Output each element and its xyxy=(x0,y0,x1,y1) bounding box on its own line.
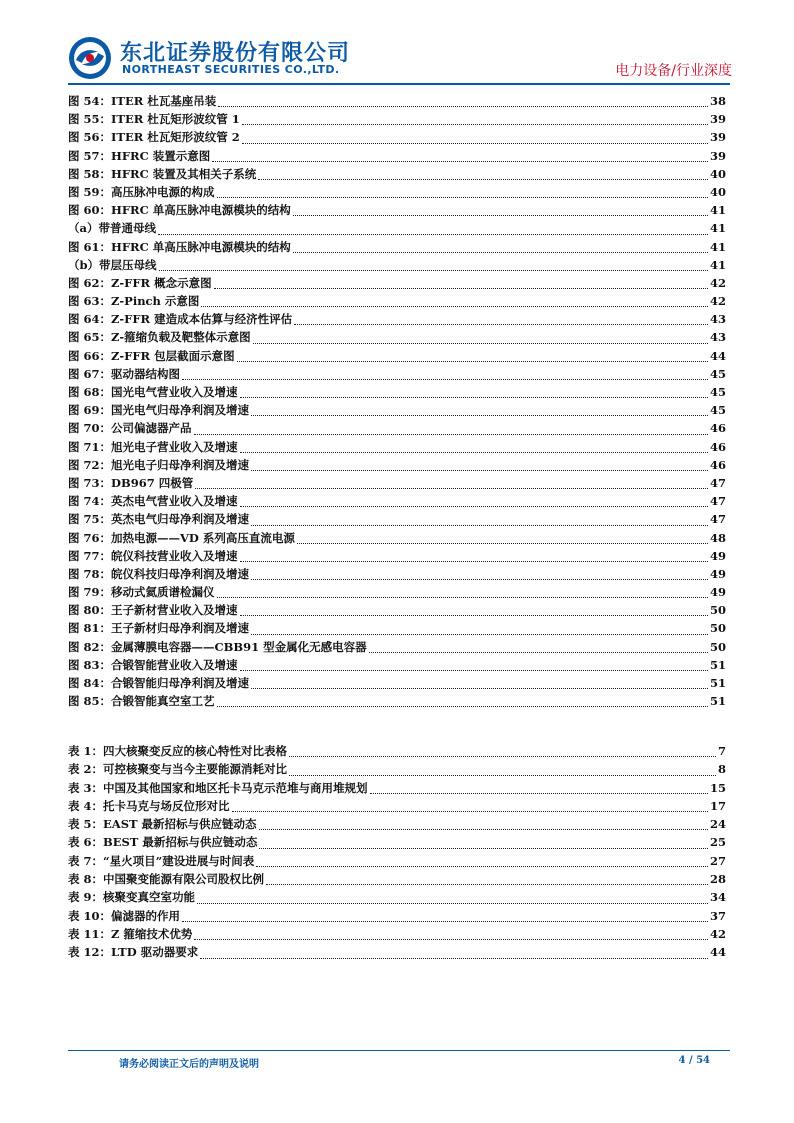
table-entry-label: 表 7：“星火项目”建设进展与时间表 xyxy=(68,853,255,868)
figure-entry-page: 50 xyxy=(709,639,726,654)
figure-entry[interactable] xyxy=(68,293,726,311)
table-entry[interactable] xyxy=(68,834,726,852)
figure-entry-label: 图 76：加热电源——VD 系列高压直流电源 xyxy=(68,530,295,545)
figure-entry-label: 图 81：王子新材归母净利润及增速 xyxy=(68,621,250,636)
table-entry[interactable] xyxy=(68,780,726,798)
figure-entry-label: 图 65：Z-箍缩负载及靶整体示意图 xyxy=(68,330,251,345)
figure-entry-page: 49 xyxy=(709,548,726,563)
table-entry-label: 表 12：LTD 驱动器要求 xyxy=(68,945,199,960)
figure-entry-page: 42 xyxy=(709,294,726,309)
table-entry[interactable] xyxy=(68,761,726,779)
dot-leader xyxy=(214,287,708,289)
dot-leader xyxy=(237,360,708,362)
figure-entry-label: 图 77：皖仪科技营业收入及增速 xyxy=(68,548,238,563)
dot-leader xyxy=(253,342,708,344)
table-entry-page: 7 xyxy=(717,744,726,758)
figure-entry[interactable] xyxy=(68,493,726,511)
dot-leader xyxy=(251,469,708,471)
table-entry-page: 24 xyxy=(709,817,726,832)
figure-entry-page: 47 xyxy=(709,494,726,509)
table-entry[interactable] xyxy=(68,816,726,834)
figure-entry-label: 图 59：高压脉冲电源的构成 xyxy=(68,184,215,199)
dot-leader xyxy=(289,755,716,757)
figure-entry[interactable] xyxy=(68,675,726,693)
dot-leader xyxy=(218,105,708,107)
dot-leader xyxy=(240,614,708,616)
figure-entry-page: 50 xyxy=(709,603,726,618)
table-entry-page: 8 xyxy=(717,762,726,777)
figure-entry-label: 图 80：王子新材营业收入及增速 xyxy=(68,603,238,618)
table-entry-label: 表 9：核聚变真空室功能 xyxy=(68,890,196,905)
figure-entry[interactable] xyxy=(68,257,726,275)
table-entry-page: 15 xyxy=(709,780,726,795)
dot-leader xyxy=(201,305,708,307)
dot-leader xyxy=(158,233,708,235)
dot-leader xyxy=(197,902,708,904)
figure-entry-page: 48 xyxy=(709,530,726,545)
dot-leader xyxy=(369,651,708,653)
figure-entry[interactable] xyxy=(68,657,726,675)
figure-entry-label: 图 66：Z-FFR 包层截面示意图 xyxy=(68,348,235,363)
dot-leader xyxy=(251,633,708,635)
figure-entry-label: 图 83：合锻智能营业收入及增速 xyxy=(68,657,238,672)
figure-entry-page: 46 xyxy=(709,439,726,454)
figure-entry-label: 图 56：ITER 杜瓦矩形波纹管 2 xyxy=(68,130,240,145)
table-entry[interactable] xyxy=(68,853,726,871)
figure-entry[interactable] xyxy=(68,439,726,457)
report-category: 电力设备/行业深度 xyxy=(615,63,732,79)
figure-entry-label: 图 70：公司偏滤器产品 xyxy=(68,421,192,436)
dot-leader xyxy=(256,865,708,867)
dot-leader xyxy=(297,542,708,544)
figure-entry-page: 51 xyxy=(709,676,726,690)
figure-entry-page: 39 xyxy=(709,130,726,145)
table-entry-label: 表 10：偏滤器的作用 xyxy=(68,908,181,923)
figure-entry-page: 46 xyxy=(709,421,726,436)
figure-entry[interactable] xyxy=(68,511,726,529)
figure-entry-label: 图 85：合锻智能真空室工艺 xyxy=(68,694,215,709)
dot-leader xyxy=(212,160,708,162)
dot-leader xyxy=(240,560,708,562)
figure-entry[interactable] xyxy=(68,129,726,147)
dot-leader xyxy=(289,774,716,776)
figure-entry-page: 51 xyxy=(709,694,726,709)
page-header xyxy=(0,0,794,92)
dot-leader xyxy=(258,178,708,180)
figure-entry-page: 41 xyxy=(709,203,726,218)
dot-leader xyxy=(182,378,708,380)
figure-entry[interactable] xyxy=(68,275,726,293)
dot-leader xyxy=(217,705,708,707)
figure-entry[interactable] xyxy=(68,148,726,166)
figure-entry-label: 图 68：国光电气营业收入及增速 xyxy=(68,385,238,399)
figure-entry[interactable] xyxy=(68,620,726,638)
figure-entry[interactable] xyxy=(68,402,726,420)
figure-entry[interactable] xyxy=(68,111,726,129)
table-entry-label: 表 8：中国聚变能源有限公司股权比例 xyxy=(68,872,265,887)
figure-entry-page: 49 xyxy=(709,585,726,600)
dot-leader xyxy=(240,669,708,671)
dot-leader xyxy=(251,524,708,526)
figure-entry-label: 图 54：ITER 杜瓦基座吊装 xyxy=(68,94,217,108)
figure-entry[interactable] xyxy=(68,475,726,493)
table-entry-page: 44 xyxy=(709,945,726,960)
figure-entry-label: 图 63：Z-Pinch 示意图 xyxy=(68,294,200,309)
dot-leader xyxy=(195,487,708,489)
figure-entry[interactable] xyxy=(68,584,726,602)
table-entry[interactable] xyxy=(68,889,726,907)
figure-entry-page: 47 xyxy=(709,512,726,527)
disclaimer-note: 请务必阅读正文后的声明及说明 xyxy=(119,1059,259,1070)
figure-entry-label: 图 67：驱动器结构图 xyxy=(68,366,181,381)
dot-leader xyxy=(182,920,708,922)
table-entry-page: 17 xyxy=(709,798,726,813)
table-entry[interactable] xyxy=(68,944,726,962)
table-entry-label: 表 4：托卡马克与场反位形对比 xyxy=(68,798,230,813)
figure-entry[interactable] xyxy=(68,184,726,202)
figure-entry[interactable] xyxy=(68,566,726,584)
northeast-securities-logo-icon xyxy=(68,36,112,80)
dot-leader xyxy=(217,596,708,598)
figure-entry[interactable] xyxy=(68,348,726,366)
figure-entry-label: 图 62：Z-FFR 概念示意图 xyxy=(68,275,212,290)
figure-entry-page: 45 xyxy=(709,403,726,418)
figure-entry-page: 41 xyxy=(709,257,726,272)
table-entry-label: 表 6：BEST 最新招标与供应链动态 xyxy=(68,835,258,850)
figure-entry-label: 图 75：英杰电气归母净利润及增速 xyxy=(68,512,250,527)
dot-leader xyxy=(240,451,708,453)
dot-leader xyxy=(251,687,708,689)
figure-entry[interactable] xyxy=(68,639,726,657)
table-entry[interactable] xyxy=(68,743,726,761)
dot-leader xyxy=(266,883,708,885)
dot-leader xyxy=(240,396,708,398)
dot-leader xyxy=(194,433,708,435)
figure-entry-label: 图 69：国光电气归母净利润及增速 xyxy=(68,403,250,418)
header-divider xyxy=(68,83,730,85)
table-entry-page: 37 xyxy=(709,908,726,923)
table-entry-page: 25 xyxy=(709,835,726,850)
figure-entry-page: 41 xyxy=(709,239,726,254)
dot-leader xyxy=(293,214,708,216)
figure-entry-label: （a）带普通母线 xyxy=(68,221,156,236)
table-entry-label: 表 3：中国及其他国家和地区托卡马克示范堆与商用堆规划 xyxy=(68,780,368,795)
figure-entry-label: 图 60：HFRC 单高压脉冲电源模块的结构 xyxy=(68,203,291,218)
table-entry[interactable] xyxy=(68,798,726,816)
figure-entry[interactable] xyxy=(68,93,726,111)
figure-entry-label: 图 84：合锻智能归母净利润及增速 xyxy=(68,676,250,690)
figure-entry-page: 45 xyxy=(709,385,726,399)
table-entry-label: 表 1：四大核聚变反应的核心特性对比表格 xyxy=(68,744,288,758)
figure-entry[interactable] xyxy=(68,420,726,438)
figure-entry-label: 图 58：HFRC 装置及其相关子系统 xyxy=(68,166,257,181)
figure-entry-label: 图 78：皖仪科技归母净利润及增速 xyxy=(68,566,250,581)
dot-leader xyxy=(293,251,708,253)
figure-entry[interactable] xyxy=(68,166,726,184)
table-entry[interactable] xyxy=(68,926,726,944)
figure-entry[interactable] xyxy=(68,220,726,238)
figure-entry[interactable] xyxy=(68,329,726,347)
table-entry-page: 42 xyxy=(709,926,726,941)
figure-entry-label: 图 57：HFRC 装置示意图 xyxy=(68,148,211,163)
figure-entry-page: 50 xyxy=(709,621,726,636)
dot-leader xyxy=(232,810,708,812)
figure-entry-page: 43 xyxy=(709,330,726,345)
dot-leader xyxy=(251,578,708,580)
figure-entry[interactable] xyxy=(68,457,726,475)
table-entry-label: 表 5：EAST 最新招标与供应链动态 xyxy=(68,817,257,832)
figure-entry-label: 图 55：ITER 杜瓦矩形波纹管 1 xyxy=(68,112,240,127)
dot-leader xyxy=(294,323,708,325)
figure-entry-page: 46 xyxy=(709,457,726,472)
figure-entry-label: 图 73：DB967 四极管 xyxy=(68,475,194,490)
figure-entry-page: 42 xyxy=(709,275,726,290)
figure-index-list xyxy=(68,93,726,711)
table-entry-page: 28 xyxy=(709,872,726,887)
dot-leader xyxy=(194,938,708,940)
figure-entry[interactable] xyxy=(68,384,726,402)
figure-entry-page: 45 xyxy=(709,366,726,381)
figure-entry-label: （b）带层压母线 xyxy=(68,257,157,272)
figure-entry-label: 图 79：移动式氦质谱检漏仪 xyxy=(68,585,215,600)
footer-divider xyxy=(68,1050,730,1051)
table-entry-label: 表 11：Z 箍缩技术优势 xyxy=(68,926,193,941)
dot-leader xyxy=(200,957,708,959)
dot-leader xyxy=(370,792,708,794)
figure-entry-label: 图 71：旭光电子营业收入及增速 xyxy=(68,439,238,454)
dot-leader xyxy=(240,505,708,507)
table-entry[interactable] xyxy=(68,871,726,889)
figure-entry-page: 49 xyxy=(709,566,726,581)
figure-entry[interactable] xyxy=(68,548,726,566)
figure-entry[interactable] xyxy=(68,530,726,548)
table-entry-page: 34 xyxy=(709,890,726,905)
dot-leader xyxy=(242,142,708,144)
page-number: 4 / 54 xyxy=(678,1055,710,1066)
dot-leader xyxy=(251,414,708,416)
table-entry-page: 27 xyxy=(709,853,726,868)
figure-entry[interactable] xyxy=(68,602,726,620)
figure-entry-label: 图 61：HFRC 单高压脉冲电源模块的结构 xyxy=(68,239,291,254)
figure-entry[interactable] xyxy=(68,239,726,257)
figure-entry-page: 47 xyxy=(709,475,726,490)
figure-entry-page: 43 xyxy=(709,312,726,327)
figure-entry[interactable] xyxy=(68,311,726,329)
figure-entry-page: 39 xyxy=(709,148,726,163)
dot-leader xyxy=(259,847,708,849)
figure-entry-label: 图 72：旭光电子归母净利润及增速 xyxy=(68,457,250,472)
company-name-cn: 东北证券股份有限公司 xyxy=(120,41,351,66)
figure-entry-label: 图 74：英杰电气营业收入及增速 xyxy=(68,494,238,509)
dot-leader xyxy=(259,828,708,830)
table-entry-label: 表 2：可控核聚变与当今主要能源消耗对比 xyxy=(68,762,288,777)
figure-entry-page: 40 xyxy=(709,184,726,199)
figure-entry-page: 40 xyxy=(709,166,726,181)
figure-entry[interactable] xyxy=(68,366,726,384)
figure-entry[interactable] xyxy=(68,693,726,711)
dot-leader xyxy=(242,123,708,125)
company-name-en: NORTHEAST SECURITIES CO.,LTD. xyxy=(122,63,340,76)
table-index-list xyxy=(68,743,726,963)
figure-entry-label: 图 82：金属薄膜电容器——CBB91 型金属化无感电容器 xyxy=(68,639,367,654)
figure-entry-page: 39 xyxy=(709,112,726,127)
dot-leader xyxy=(217,196,708,198)
figure-entry-page: 38 xyxy=(709,94,726,108)
figure-entry[interactable] xyxy=(68,202,726,220)
table-entry[interactable] xyxy=(68,908,726,926)
figure-entry-label: 图 64：Z-FFR 建造成本估算与经济性评估 xyxy=(68,312,293,327)
figure-entry-page: 44 xyxy=(709,348,726,363)
figure-entry-page: 51 xyxy=(709,657,726,672)
dot-leader xyxy=(159,269,708,271)
figure-entry-page: 41 xyxy=(709,221,726,236)
